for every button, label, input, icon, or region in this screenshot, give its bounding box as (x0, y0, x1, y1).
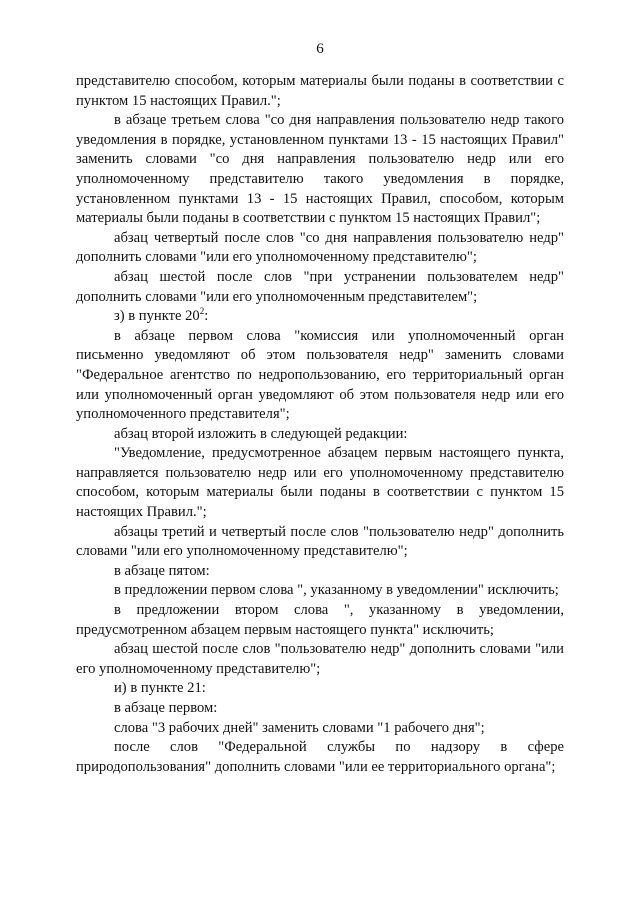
paragraph-text: : (204, 308, 209, 325)
paragraph: и) в пункте 21: (114, 680, 206, 697)
paragraph (76, 307, 564, 327)
superscript: 2 (199, 306, 205, 317)
page-number: 6 (316, 41, 324, 57)
paragraph: в абзаце третьем слова "со дня направления пользователю недр такого уведомления в порядке, установленном пунктами 13 - 15 настоящих Правил" заменить словами "со дня направления пользователю недр или его уполномоченному представителю такого уведомления в порядке, установленном пунктами 13 - 15 настоящих Правил, способом, которым материалы были поданы в соответствии с пунктом 15 настоящих Правил"; (76, 112, 564, 227)
paragraph: абзац шестой после слов "при устранении пользователем недр" дополнить словами "или его уполномоченным представителем"; (76, 268, 564, 305)
paragraph-text: з) в пункте 20 (114, 308, 200, 325)
paragraph: после слов "Федеральной службы по надзору в сфере природопользования" дополнить словами "или ее территориального органа"; (76, 739, 564, 775)
paragraph: абзац четвертый после слов "со дня направления пользователю недр" дополнить словами "или его уполномоченному представителю"; (76, 229, 564, 266)
paragraph: слова "3 рабочих дней" заменить словами "1 рабочего дня"; (114, 719, 485, 736)
paragraph: представителю способом, которым материалы были поданы в соответствии с пунктом 15 настоящих Правил."; (76, 73, 564, 109)
paragraph: в предложении первом слова ", указанному в уведомлении" исключить; (114, 582, 559, 599)
paragraph: абзац шестой после слов "пользователю недр" дополнить словами "или его уполномоченному представителю"; (76, 641, 564, 677)
paragraph: абзац второй изложить в следующей редакции: (114, 425, 408, 442)
paragraph: в абзаце первом слова "комиссия или уполномоченный орган письменно уведомляют об этом пользователя недр" заменить словами "Федеральное агентство по недропользованию, его территориальный орган или уполномоченный орган уведомляют об этом пользователя недр или его уполномоченного представителя"; (76, 327, 564, 423)
paragraph: в предложении втором слова ", указанному в уведомлении, предусмотренном абзацем первым настоящего пункта" исключить; (76, 602, 564, 638)
paragraph: в абзаце пятом: (114, 562, 210, 579)
paragraph: в абзаце первом: (114, 700, 218, 716)
document-body (76, 72, 564, 777)
paragraph: абзацы третий и четвертый после слов "пользователю недр" дополнить словами "или его уполномоченному представителю"; (76, 523, 564, 560)
paragraph: "Уведомление, предусмотренное абзацем первым настоящего пункта, направляется пользователю недр или его уполномоченному представителю способом, которым материалы были поданы в соответствии с пунктом 15 настоящих Правил."; (76, 445, 564, 521)
